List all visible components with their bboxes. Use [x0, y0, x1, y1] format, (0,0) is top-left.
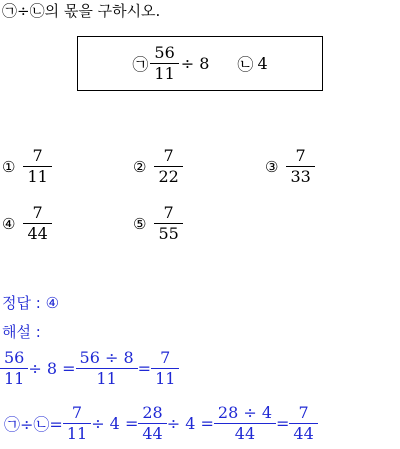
choice-3-mark: ③ — [265, 157, 279, 176]
expl2-fraction-2 — [140, 405, 164, 442]
choice-4-numerator: 7 — [32, 203, 43, 222]
expl2-f3-numerator: 28 ÷ 4 — [217, 403, 273, 422]
choice-3-fraction — [288, 148, 312, 185]
explanation-line-2 — [2, 405, 316, 442]
expl1-fraction-2 — [78, 350, 136, 387]
choice-4-fraction — [25, 205, 49, 242]
given-b-mark: ㉡ — [237, 55, 254, 74]
expl1-f1-numerator: 56 — [4, 348, 25, 367]
expl2-f2-denominator: 44 — [138, 423, 166, 442]
expl2-fraction-1 — [65, 405, 89, 442]
expl1-op-2: = — [137, 359, 152, 378]
choice-5-mark: ⑤ — [133, 214, 147, 233]
question-text: 의 몫을 구하시오. — [44, 2, 161, 20]
answer-value: ④ — [45, 294, 60, 312]
question — [2, 0, 160, 21]
given-box — [77, 36, 323, 91]
given-b-value: 4 — [257, 54, 268, 73]
expl1-f1-denominator: 11 — [0, 368, 28, 387]
choice-2-fraction — [156, 148, 180, 185]
expl2-op-3: = — [276, 414, 290, 433]
choice-3-numerator: 7 — [295, 146, 306, 165]
choice-3[interactable] — [265, 148, 313, 185]
choice-4-denominator: 44 — [23, 223, 51, 242]
given-a-rest: ÷ 8 — [180, 54, 210, 73]
expl2-fraction-4 — [291, 405, 315, 442]
choice-2-denominator: 22 — [154, 166, 182, 185]
expl2-f3-denominator: 44 — [214, 423, 276, 442]
given-a-numerator: 56 — [154, 43, 175, 62]
expl2-f1-denominator: 11 — [63, 423, 91, 442]
question-marks: ㉠÷㉡ — [2, 2, 45, 20]
explanation-label: 해설 : — [2, 323, 41, 341]
given-a-fraction — [152, 45, 176, 82]
expl2-fraction-3 — [216, 405, 274, 442]
expl1-f2-numerator: 56 ÷ 8 — [79, 348, 134, 367]
expl1-f3-numerator: 7 — [160, 348, 171, 367]
choice-4-mark: ④ — [2, 214, 16, 233]
expl1-op-1: ÷ 8 = — [28, 359, 76, 378]
expl2-f1-numerator: 7 — [71, 403, 83, 422]
choice-5[interactable] — [133, 205, 181, 242]
expl2-f4-numerator: 7 — [298, 403, 309, 422]
choice-1-fraction — [25, 148, 49, 185]
expl2-f4-denominator: 44 — [289, 423, 317, 442]
choice-2[interactable] — [133, 148, 181, 185]
expl1-f3-denominator: 11 — [151, 368, 179, 387]
choice-1-numerator: 7 — [32, 146, 43, 165]
expl2-f2-numerator: 28 — [142, 403, 163, 422]
choice-4[interactable] — [2, 205, 50, 242]
choice-3-denominator: 33 — [286, 166, 314, 185]
choice-2-mark: ② — [133, 157, 147, 176]
expl2-lhs: ㉠÷㉡= — [4, 415, 63, 434]
choice-2-numerator: 7 — [163, 146, 174, 165]
expl2-op-1: ÷ 4 = — [91, 414, 139, 433]
explanation-line-1 — [2, 350, 177, 387]
expl1-fraction-1 — [2, 350, 26, 387]
choice-1[interactable] — [2, 148, 50, 185]
answer-label: 정답 : — [2, 294, 41, 312]
choice-5-numerator: 7 — [163, 203, 174, 222]
given-a-mark: ㉠ — [132, 55, 149, 74]
choice-5-fraction — [156, 205, 180, 242]
choice-1-mark: ① — [2, 157, 16, 176]
expl1-f2-denominator: 11 — [76, 368, 138, 387]
expl1-fraction-3 — [153, 350, 177, 387]
expl2-op-2: ÷ 4 = — [166, 414, 214, 433]
choice-5-denominator: 55 — [154, 223, 182, 242]
answer-line — [2, 292, 59, 313]
given-a-denominator: 11 — [150, 63, 178, 82]
choice-1-denominator: 11 — [23, 166, 51, 185]
